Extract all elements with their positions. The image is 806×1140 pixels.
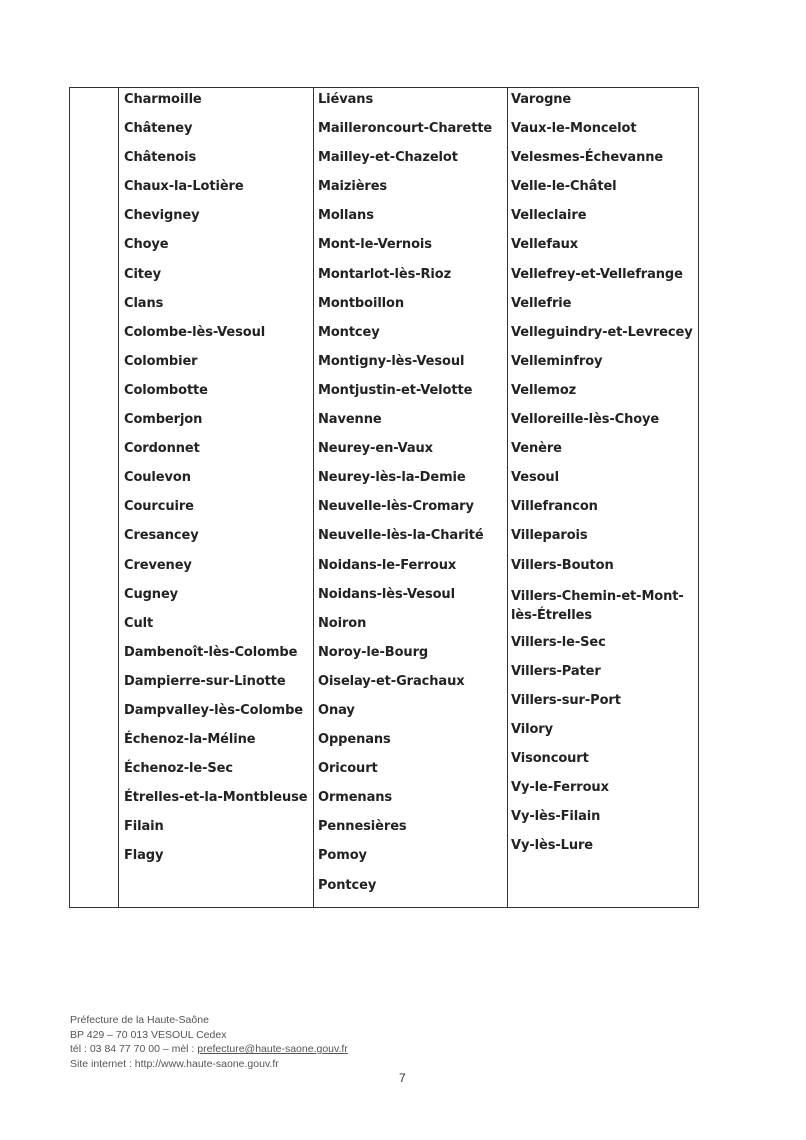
commune-column-1 — [124, 92, 307, 878]
commune-cell: Vellefrie — [511, 295, 572, 311]
footer-phone: tél : 03 84 77 70 00 – mèl : — [70, 1043, 198, 1055]
commune-cell: Dampierre-sur-Linotte — [124, 673, 286, 689]
commune-cell: Vesoul — [511, 470, 559, 486]
commune-cell: Colombe-lès-Vesoul — [124, 324, 266, 340]
commune-cell: Visoncourt — [511, 750, 589, 766]
commune-cell: Noidans-lès-Vesoul — [318, 586, 455, 602]
commune-cell: Vilory — [511, 721, 553, 737]
commune-cell: Villers-le-Sec — [511, 634, 606, 650]
commune-cell: Chevigney — [124, 208, 200, 224]
communes-table — [69, 87, 699, 908]
commune-cell: Dambenoît-lès-Colombe — [124, 644, 298, 660]
commune-cell: Varogne — [511, 92, 572, 107]
commune-cell: Mailleroncourt-Charette — [318, 121, 493, 137]
commune-cell: Montjustin-et-Velotte — [318, 382, 473, 398]
commune-cell: Velloreille-lès-Choye — [511, 412, 660, 428]
commune-cell: Navenne — [318, 412, 382, 428]
commune-cell: Villers-Bouton — [511, 557, 614, 573]
commune-cell: Ormenans — [318, 790, 393, 806]
commune-cell: Maizières — [318, 179, 388, 195]
commune-cell: Villers-Chemin-et-Mont-lès-Étrelles — [511, 588, 684, 624]
commune-cell: Noidans-le-Ferroux — [318, 557, 457, 573]
commune-cell: Vy-lès-Lure — [511, 838, 594, 854]
commune-cell: Montarlot-lès-Rioz — [318, 266, 452, 282]
commune-cell: Montigny-lès-Vesoul — [318, 353, 465, 369]
commune-cell: Velleminfroy — [511, 353, 603, 369]
commune-cell: Citey — [124, 266, 162, 282]
footer-org: Préfecture de la Haute-Saône — [70, 1014, 209, 1026]
commune-cell: Villefrancon — [511, 499, 598, 515]
commune-cell: Flagy — [124, 848, 164, 864]
commune-cell: Velleguindry-et-Levrecey — [511, 324, 693, 340]
commune-cell: Dampvalley-lès-Colombe — [124, 702, 303, 718]
commune-cell: Échenoz-la-Méline — [124, 732, 256, 748]
commune-cell: Villeparois — [511, 528, 588, 544]
footer-address: BP 429 – 70 013 VESOUL Cedex — [70, 1028, 227, 1041]
commune-cell: Velleclaire — [511, 208, 587, 224]
commune-cell: Neurey-lès-la-Demie — [318, 470, 466, 486]
commune-cell: Cordonnet — [124, 441, 200, 457]
commune-cell: Châtenois — [124, 150, 197, 166]
commune-cell: Villers-Pater — [511, 663, 601, 679]
commune-cell: Choye — [124, 237, 169, 253]
column-divider — [313, 88, 314, 907]
commune-cell: Liévans — [318, 92, 374, 107]
commune-cell: Pontcey — [318, 877, 377, 893]
commune-cell: Châteney — [124, 121, 193, 137]
commune-cell: Clans — [124, 295, 164, 311]
commune-cell: Vy-lès-Filain — [511, 809, 601, 825]
commune-cell: Cresancey — [124, 528, 199, 544]
commune-cell: Charmoille — [124, 92, 202, 107]
commune-cell: Onay — [318, 702, 355, 718]
footer-website[interactable]: Site internet : http://www.haute-saone.gouv.fr — [70, 1057, 279, 1070]
commune-cell: Neurey-en-Vaux — [318, 441, 433, 457]
commune-cell: Filain — [124, 819, 164, 835]
commune-cell: Montcey — [318, 324, 380, 340]
commune-cell: Comberjon — [124, 412, 203, 428]
commune-cell: Vellefrey-et-Vellefrange — [511, 266, 683, 282]
commune-cell: Vellemoz — [511, 382, 577, 398]
commune-cell: Cult — [124, 615, 154, 631]
commune-cell: Venère — [511, 441, 562, 457]
commune-cell: Courcuire — [124, 499, 194, 515]
footer-email-link[interactable]: prefecture@haute-saone.gouv.fr — [197, 1043, 348, 1055]
commune-cell: Oppenans — [318, 732, 391, 748]
page-number: 7 — [399, 1071, 406, 1085]
commune-cell: Mollans — [318, 208, 374, 224]
commune-column-3 — [511, 92, 701, 867]
commune-cell: Velesmes-Échevanne — [511, 150, 664, 166]
commune-cell: Mailley-et-Chazelot — [318, 150, 458, 166]
commune-cell: Mont-le-Vernois — [318, 237, 432, 253]
commune-cell: Cugney — [124, 586, 179, 602]
commune-cell: Creveney — [124, 557, 192, 573]
commune-cell: Vellefaux — [511, 237, 579, 253]
commune-cell: Noiron — [318, 615, 367, 631]
column-divider — [507, 88, 508, 907]
commune-cell: Neuvelle-lès-la-Charité — [318, 528, 484, 544]
footer-contact — [70, 1042, 348, 1057]
commune-cell: Neuvelle-lès-Cromary — [318, 499, 474, 515]
commune-cell: Noroy-le-Bourg — [318, 644, 429, 660]
commune-cell: Velle-le-Châtel — [511, 179, 617, 195]
footer — [70, 1013, 348, 1071]
commune-cell: Montboillon — [318, 295, 405, 311]
commune-cell: Oiselay-et-Grachaux — [318, 673, 465, 689]
commune-cell: Étrelles-et-la-Montbleuse — [124, 790, 308, 806]
column-divider — [118, 88, 119, 907]
commune-cell: Vy-le-Ferroux — [511, 780, 609, 796]
commune-cell: Villers-sur-Port — [511, 692, 621, 708]
commune-cell: Vaux-le-Moncelot — [511, 121, 637, 137]
commune-cell: Chaux-la-Lotière — [124, 179, 244, 195]
commune-cell: Échenoz-le-Sec — [124, 761, 233, 777]
commune-column-2 — [318, 92, 492, 907]
commune-cell: Colombier — [124, 353, 198, 369]
commune-cell: Oricourt — [318, 761, 378, 777]
commune-cell: Coulevon — [124, 470, 191, 486]
commune-cell: Pennesières — [318, 819, 407, 835]
commune-cell: Colombotte — [124, 382, 208, 398]
commune-cell: Pomoy — [318, 848, 367, 864]
